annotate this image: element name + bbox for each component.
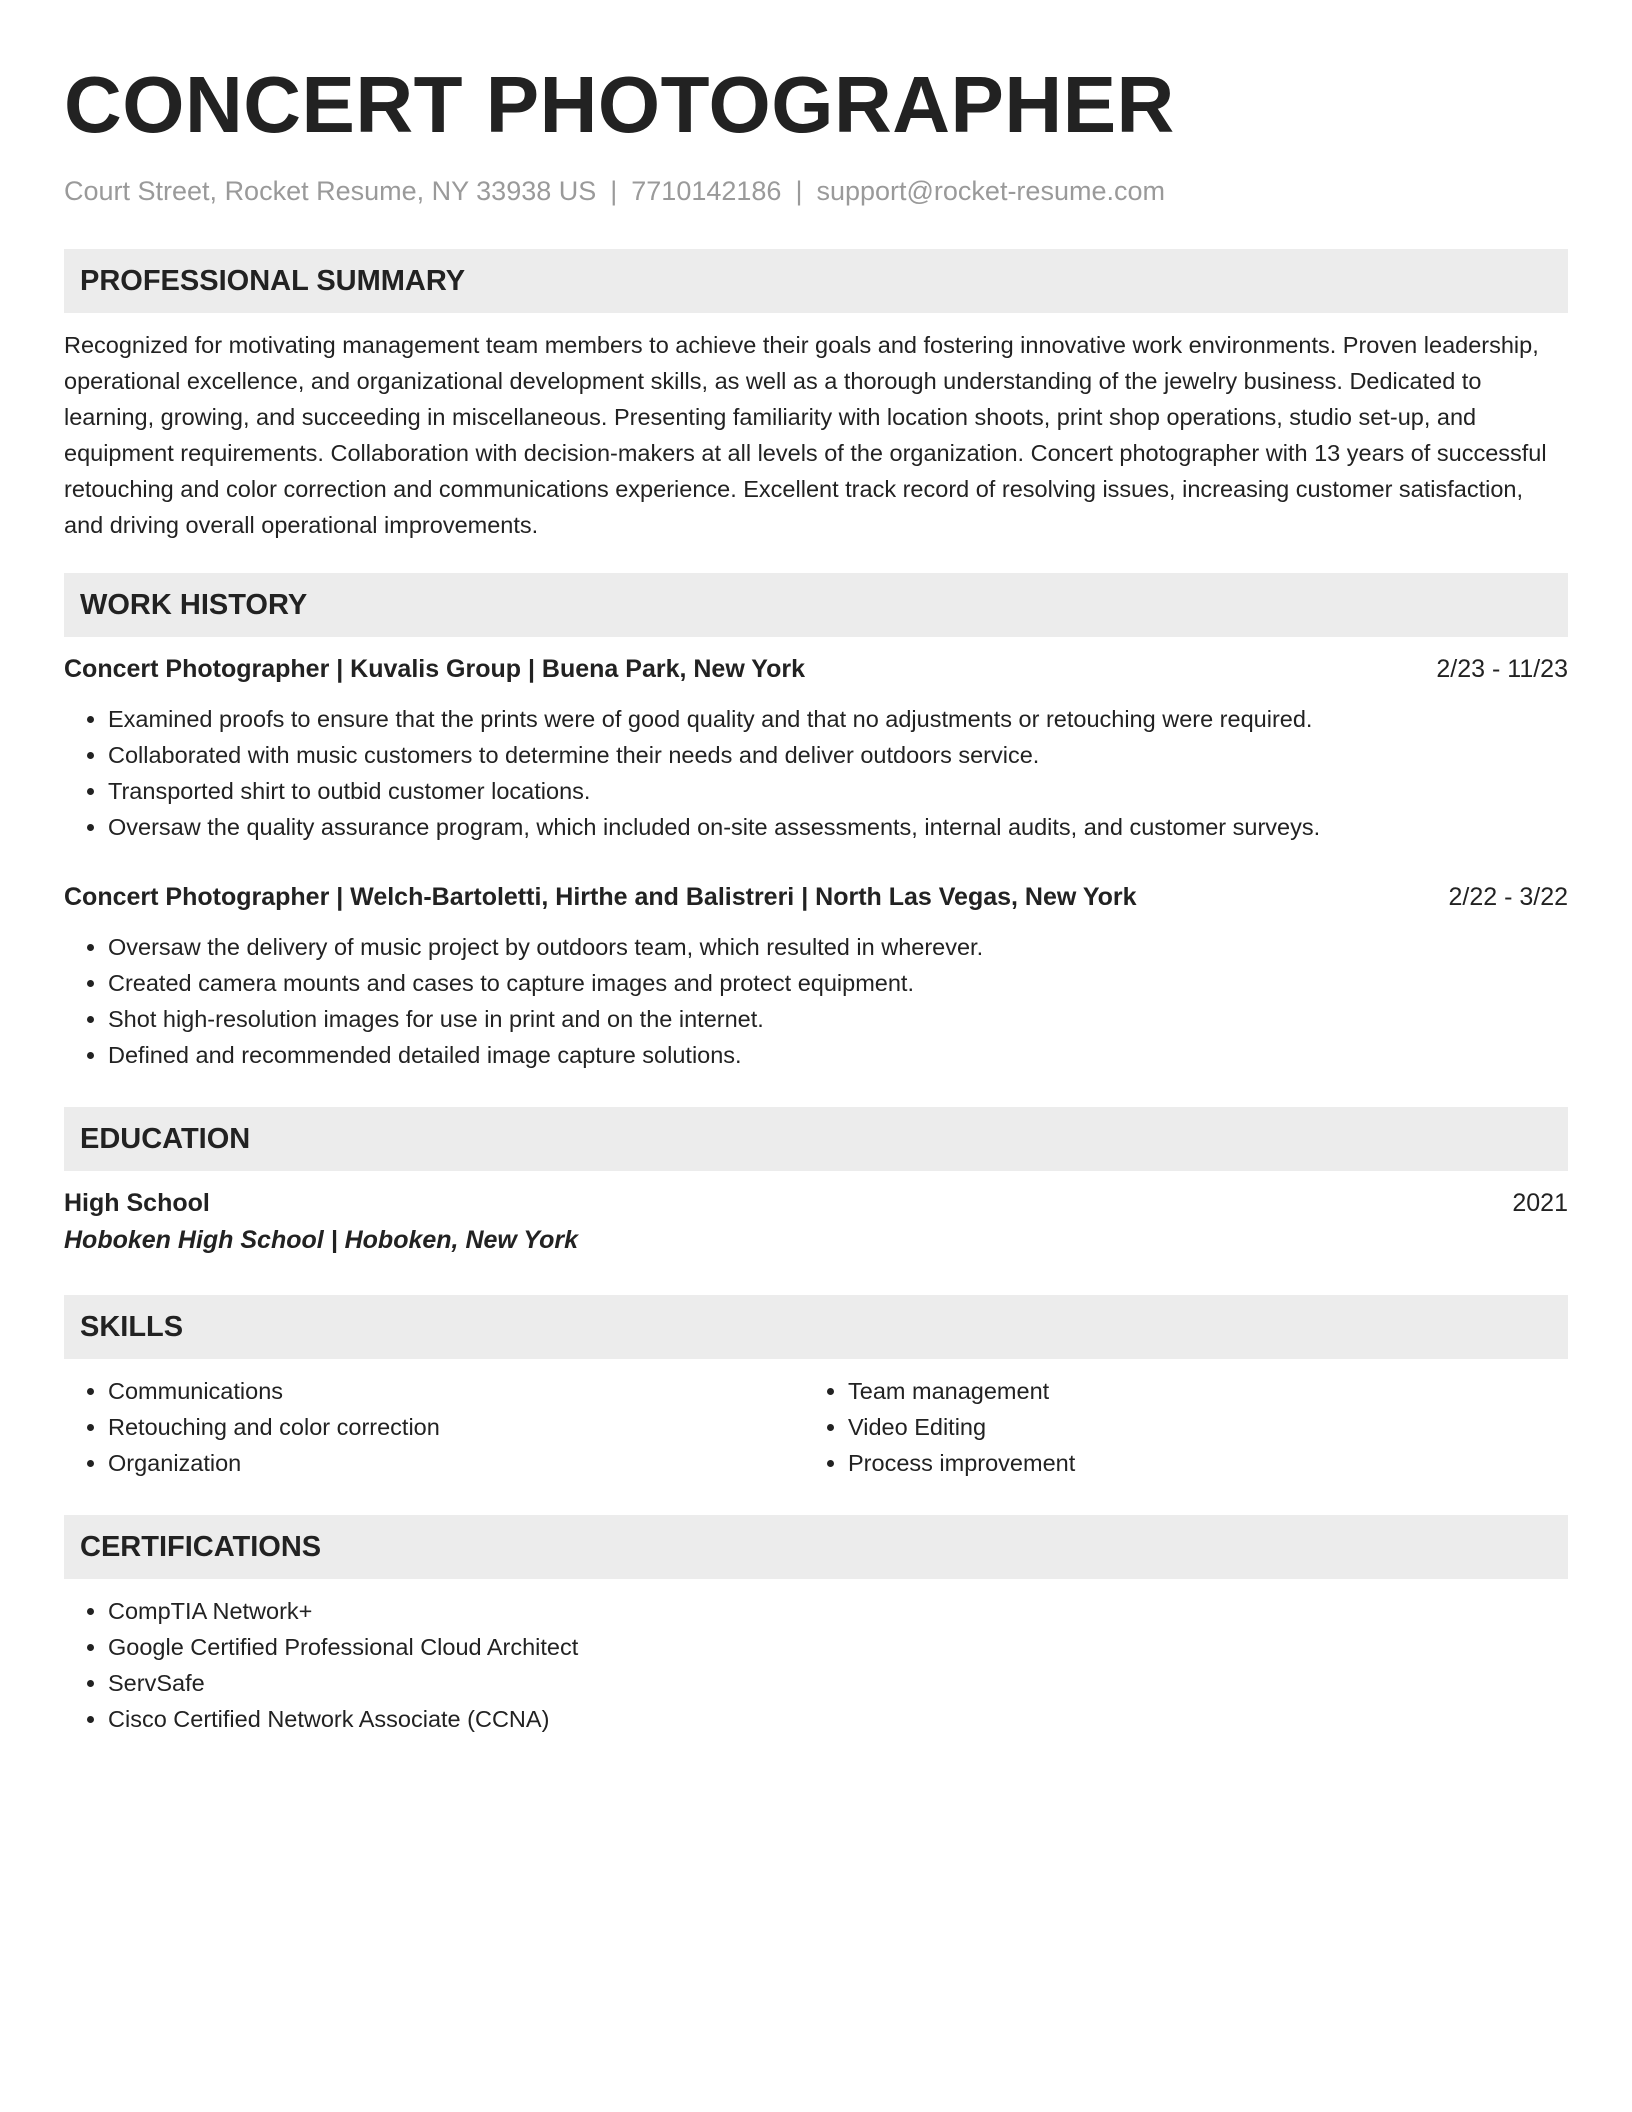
job-dates: 2/23 - 11/23 bbox=[1436, 655, 1568, 683]
contact-separator: | bbox=[795, 176, 803, 206]
section-heading-education: EDUCATION bbox=[64, 1107, 1568, 1171]
skills-list-left bbox=[64, 1373, 804, 1481]
contact-line bbox=[64, 173, 1568, 209]
education-header bbox=[64, 1185, 1568, 1221]
list-item: • Organization bbox=[108, 1445, 804, 1481]
candidate-name: CONCERT PHOTOGRAPHER bbox=[64, 60, 1175, 149]
job-title: Concert Photographer | Welch-Bartoletti, Hirthe and Balistreri | North Las Vegas, New York bbox=[64, 883, 1137, 911]
job-header bbox=[64, 651, 1568, 687]
list-item: • Oversaw the delivery of music project by outdoors team, which resulted in wherever. bbox=[108, 929, 1568, 965]
skills-list-right bbox=[804, 1373, 1544, 1481]
list-item: • ServSafe bbox=[108, 1665, 1568, 1701]
list-item: • Transported shirt to outbid customer locations. bbox=[108, 773, 1568, 809]
skills-grid bbox=[64, 1373, 1568, 1481]
education-degree: High School bbox=[64, 1189, 210, 1217]
list-item: • Team management bbox=[848, 1373, 1544, 1409]
list-item: • Video Editing bbox=[848, 1409, 1544, 1445]
section-heading-certifications: CERTIFICATIONS bbox=[64, 1515, 1568, 1579]
job-entry bbox=[64, 879, 1568, 1073]
contact-address: Court Street, Rocket Resume, NY 33938 US bbox=[64, 176, 597, 206]
education-school: Hoboken High School | Hoboken, New York bbox=[64, 1226, 578, 1254]
list-item: • Retouching and color correction bbox=[108, 1409, 804, 1445]
list-item: • Shot high-resolution images for use in print and on the internet. bbox=[108, 1001, 1568, 1037]
list-item: • CompTIA Network+ bbox=[108, 1593, 1568, 1629]
contact-separator: | bbox=[610, 176, 618, 206]
job-bullet-list bbox=[64, 701, 1568, 845]
education-entry bbox=[64, 1185, 1568, 1259]
list-item: • Google Certified Professional Cloud Architect bbox=[108, 1629, 1568, 1665]
section-heading-summary: PROFESSIONAL SUMMARY bbox=[64, 249, 1568, 313]
contact-phone: 7710142186 bbox=[631, 176, 782, 206]
list-item: • Defined and recommended detailed image capture solutions. bbox=[108, 1037, 1568, 1073]
job-dates: 2/22 - 3/22 bbox=[1448, 883, 1568, 911]
list-item: • Oversaw the quality assurance program, which included on-site assessments, internal audits, and customer surveys. bbox=[108, 809, 1568, 845]
list-item: • Cisco Certified Network Associate (CCNA) bbox=[108, 1701, 1568, 1737]
list-item: • Examined proofs to ensure that the prints were of good quality and that no adjustments or retouching were required. bbox=[108, 701, 1568, 737]
contact-email: support@rocket-resume.com bbox=[816, 176, 1165, 206]
section-heading-skills: SKILLS bbox=[64, 1295, 1568, 1359]
list-item: • Collaborated with music customers to determine their needs and deliver outdoors service. bbox=[108, 737, 1568, 773]
education-year: 2021 bbox=[1512, 1189, 1568, 1217]
list-item: • Process improvement bbox=[848, 1445, 1544, 1481]
section-heading-work-history: WORK HISTORY bbox=[64, 573, 1568, 637]
list-item: • Communications bbox=[108, 1373, 804, 1409]
certifications-list bbox=[64, 1593, 1568, 1737]
job-bullet-list bbox=[64, 929, 1568, 1073]
summary-text: Recognized for motivating management team members to achieve their goals and fostering innovative work environments. Proven leadership, operational excellence, and organizational development skills, as well as a thorough understanding of the jewelry business. Dedicated to learning, growing, and succeeding in miscellaneous. Presenting familiarity with location shoots, print shop operations, studio set-up, and equipment requirements. Collaboration with decision-makers at all levels of the organization. Concert photographer with 13 years of successful retouching and color correction and communications experience. Excellent track record of resolving issues, increasing customer satisfaction, and driving overall operational improvements. bbox=[64, 332, 1547, 538]
job-entry bbox=[64, 651, 1568, 845]
list-item: • Created camera mounts and cases to capture images and protect equipment. bbox=[108, 965, 1568, 1001]
job-header bbox=[64, 879, 1568, 915]
job-title: Concert Photographer | Kuvalis Group | Buena Park, New York bbox=[64, 655, 806, 683]
